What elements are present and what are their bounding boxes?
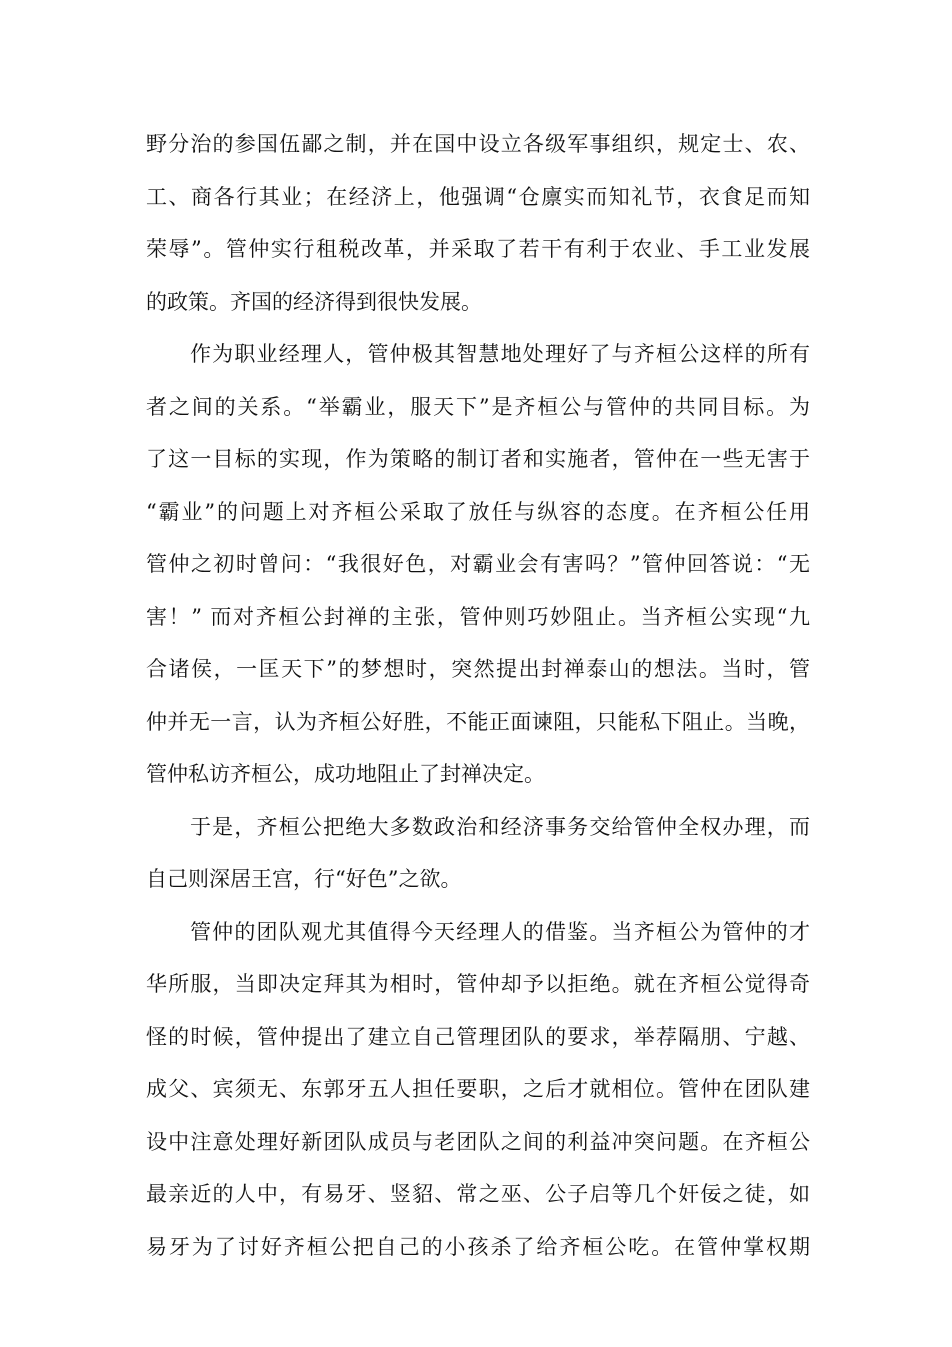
paragraph-2-line-8: 仲并无一言，认为齐桓公好胜，不能正面谏阻，只能私下阻止。当晚， (146, 709, 810, 734)
paragraph-2-line-9: 管仲私访齐桓公，成功地阻止了封禅决定。 (146, 762, 545, 786)
paragraph-2-line-1: 作为职业经理人，管仲极其智慧地处理好了与齐桓公这样的所有 (190, 342, 810, 366)
paragraph-2-line-3: 了这一目标的实现，作为策略的制订者和实施者，管仲在一些无害于 (146, 447, 810, 471)
paragraph-2-line-7: 合诸侯，一匡天下”的梦想时，突然提出封禅泰山的想法。当时，管 (146, 657, 810, 681)
paragraph-1-line-4: 的政策。齐国的经济得到很快发展。 (146, 289, 482, 314)
paragraph-1-line-3: 荣辱”。管仲实行租税改革，并采取了若干有利于农业、手工业发展 (146, 237, 810, 261)
paragraph-2-line-6: 害！” 而对齐桓公封禅的主张，管仲则巧妙阻止。当齐桓公实现“九 (146, 604, 810, 629)
paragraph-4-line-5: 设中注意处理好新团队成员与老团队之间的利益冲突问题。在齐桓公 (146, 1129, 810, 1154)
paragraph-3-line-1: 于是，齐桓公把绝大多数政治和经济事务交给管仲全权办理，而 (190, 814, 810, 839)
paragraph-2-line-5: 管仲之初时曾问：“我很好色，对霸业会有害吗？”管仲回答说：“无 (146, 552, 810, 576)
paragraph-1-line-2: 工、商各行其业；在经济上，他强调“仓廪实而知礼节，衣食足而知 (146, 184, 810, 209)
paragraph-1-line-1: 野分治的参国伍鄙之制，并在国中设立各级军事组织，规定士、农、 (146, 132, 810, 156)
paragraph-4-line-6: 最亲近的人中，有易牙、竖貂、常之巫、公子启等几个奸佞之徒，如 (146, 1182, 810, 1206)
paragraph-2-line-2: 者之间的关系。“举霸业，服天下”是齐桓公与管仲的共同目标。为 (146, 394, 810, 419)
paragraph-4-line-1: 管仲的团队观尤其值得今天经理人的借鉴。当齐桓公为管仲的才 (190, 919, 810, 944)
paragraph-3-line-2: 自己则深居王宫，行“好色”之欲。 (146, 867, 462, 891)
paragraph-2-line-4: “霸业”的问题上对齐桓公采取了放任与纵容的态度。在齐桓公任用 (146, 499, 810, 524)
document-body (146, 118, 810, 1273)
paragraph-4-line-3: 怪的时候，管仲提出了建立自己管理团队的要求，举荐隔朋、宁越、 (146, 1024, 810, 1049)
paragraph-4-line-7: 易牙为了讨好齐桓公把自己的小孩杀了给齐桓公吃。在管仲掌权期 (146, 1234, 810, 1259)
paragraph-4-line-2: 华所服，当即决定拜其为相时，管仲却予以拒绝。就在齐桓公觉得奇 (146, 972, 810, 996)
paragraph-4-line-4: 成父、宾须无、东郭牙五人担任要职，之后才就相位。管仲在团队建 (146, 1077, 810, 1101)
